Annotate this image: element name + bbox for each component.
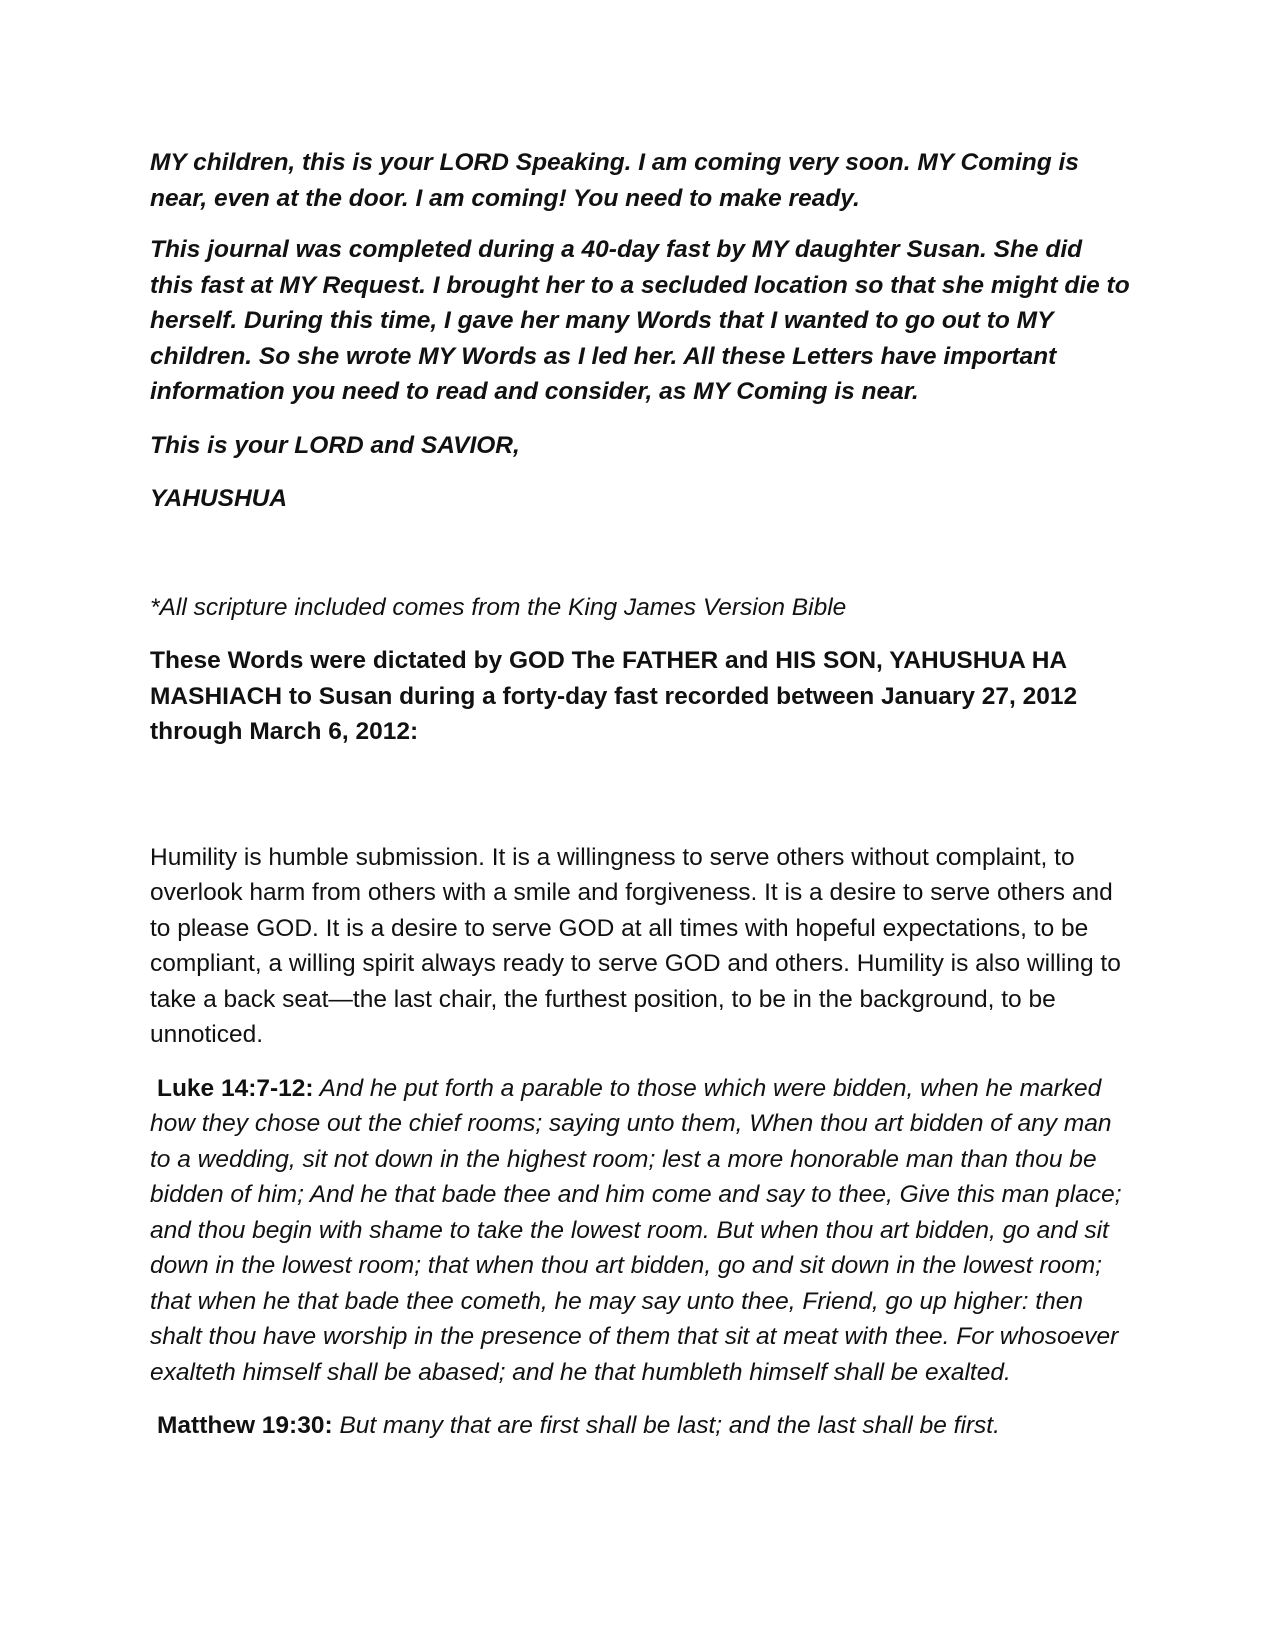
closing-line: This is your LORD and SAVIOR, [150, 431, 520, 459]
scripture-reference: Luke 14:7-12: [157, 1074, 314, 1102]
scripture-text: But many that are first shall be last; and the last shall be first. [332, 1412, 1000, 1439]
intro-paragraph-1: MY children, this is your LORD Speaking. I am coming very soon. MY Coming is near, even at the door. I am coming! You need to make ready. [150, 149, 1079, 212]
humility-paragraph: Humility is humble submission. It is a willingness to serve others without complaint, to overlook harm from others with a smile and forgiveness. It is a desire to serve others and to please GOD. It is a desire to serve GOD at all times with hopeful expectations, to be compliant, a willing spirit always ready to serve GOD and others. Humility is also willing to take a back seat—the last chair, the furthest position, to be in the background, to be unnoticed. [150, 843, 1121, 1048]
dictation-statement: These Words were dictated by GOD The FATHER and HIS SON, YAHUSHUA HA MASHIACH to Susan during a forty-day fast recorded between January 27, 2012 through March 6, 2012: [150, 647, 1078, 745]
intro-paragraph-2: This journal was completed during a 40-day fast by MY daughter Susan. She did this fast at MY Request. I brought her to a secluded location so that she might die to herself. During this time, I gave her many Words that I wanted to go out to MY children. So she wrote MY Words as I led her. All these Letters have important information you need to read and consider, as MY Coming is near. [150, 236, 1130, 405]
document-page [150, 145, 1130, 1444]
scripture-reference: Matthew 19:30: [157, 1412, 333, 1439]
scripture-text: And he put forth a parable to those which were bidden, when he marked how they chose out the chief rooms; saying unto them, When thou art bidden of any man to a wedding, sit not down in the highest room; lest a more honorable man than thou be bidden of him; And he that bade thee and him come and say to thee, Give this man place; and thou begin with shame to take the lowest room. But when thou art bidden, go and sit down in the lowest room; that when thou art bidden, go and sit down in the lowest room; that when he that bade thee cometh, he may say unto thee, Friend, go up higher: then shalt thou have worship in the presence of them that sit at meat with thee. For whosoever exalteth himself shall be abased; and he that humbleth himself shall be exalted. [150, 1074, 1122, 1386]
scripture-note: *All scripture included comes from the King James Version Bible [150, 593, 847, 621]
scripture-matthew [150, 1408, 1130, 1444]
scripture-luke [150, 1071, 1130, 1391]
signature: YAHUSHUA [150, 485, 288, 512]
